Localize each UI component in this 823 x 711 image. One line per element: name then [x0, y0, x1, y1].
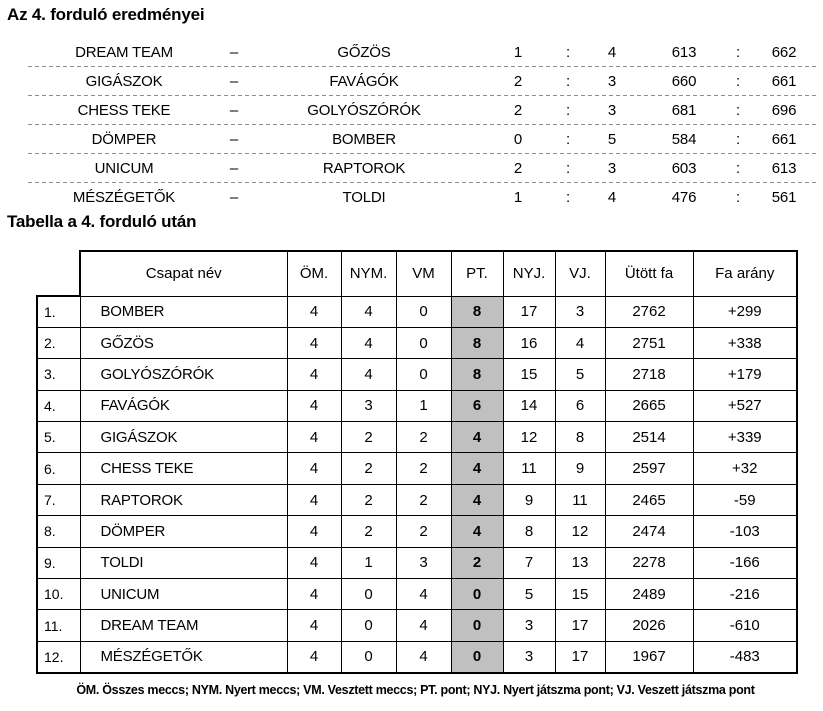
results-title: Az 4. forduló eredményei [7, 5, 205, 24]
home-team: MÉSZÉGETŐK [72, 189, 176, 206]
rank-cell: 6. [37, 453, 80, 484]
away-pins: 561 [771, 189, 797, 206]
separator-dash: – [229, 131, 239, 148]
rank-cell: 8. [37, 516, 80, 547]
header-vj: VJ. [555, 251, 605, 296]
nym-cell: 4 [341, 327, 396, 358]
match-row [28, 38, 816, 67]
pt-cell: 2 [451, 547, 503, 578]
away-team: GŐZÖS [337, 44, 391, 61]
pins-cell: 2465 [605, 484, 693, 515]
vj-cell: 17 [555, 610, 605, 641]
vm-cell: 0 [396, 296, 451, 327]
vm-cell: 3 [396, 547, 451, 578]
header-row [37, 251, 797, 296]
pt-cell: 4 [451, 422, 503, 453]
ratio-cell: -103 [693, 516, 797, 547]
pt-cell: 4 [451, 453, 503, 484]
vm-cell: 1 [396, 390, 451, 421]
team-cell: DREAM TEAM [80, 610, 287, 641]
rank-cell: 3. [37, 359, 80, 390]
match-row [28, 96, 816, 125]
away-team: FAVÁGÓK [329, 73, 399, 90]
vm-cell: 4 [396, 579, 451, 610]
away-pins: 696 [771, 102, 797, 119]
team-cell: UNICUM [80, 579, 287, 610]
separator-dash: – [229, 189, 239, 206]
pins-colon: : [736, 189, 740, 206]
nyj-cell: 11 [503, 453, 555, 484]
away-sets: 5 [607, 131, 617, 148]
om-cell: 4 [287, 579, 341, 610]
pins-cell: 2751 [605, 327, 693, 358]
rank-cell: 1. [37, 296, 80, 327]
ratio-cell: -483 [693, 641, 797, 672]
separator-dash: – [229, 73, 239, 90]
table-row [37, 516, 797, 547]
rank-cell: 10. [37, 579, 80, 610]
om-cell: 4 [287, 610, 341, 641]
table-row [37, 327, 797, 358]
away-sets: 3 [607, 73, 617, 90]
nym-cell: 4 [341, 296, 396, 327]
away-team: GOLYÓSZÓRÓK [307, 102, 421, 119]
ratio-cell: -216 [693, 579, 797, 610]
match-row [28, 67, 816, 96]
nyj-cell: 15 [503, 359, 555, 390]
home-sets: 2 [513, 102, 523, 119]
vm-cell: 2 [396, 453, 451, 484]
nym-cell: 1 [341, 547, 396, 578]
away-sets: 4 [607, 189, 617, 206]
team-cell: BOMBER [80, 296, 287, 327]
pt-cell: 6 [451, 390, 503, 421]
ratio-cell: +338 [693, 327, 797, 358]
pins-cell: 2474 [605, 516, 693, 547]
table-row [37, 641, 797, 672]
separator-dash: – [229, 102, 239, 119]
separator-dash: – [229, 44, 239, 61]
rank-cell: 11. [37, 610, 80, 641]
pins-colon: : [736, 73, 740, 90]
team-cell: MÉSZÉGETŐK [80, 641, 287, 672]
team-cell: FAVÁGÓK [80, 390, 287, 421]
away-team: BOMBER [332, 131, 396, 148]
ratio-cell: +299 [693, 296, 797, 327]
away-pins: 613 [771, 160, 797, 177]
home-team: UNICUM [94, 160, 154, 177]
vm-cell: 2 [396, 422, 451, 453]
score-colon: : [566, 73, 570, 90]
vj-cell: 4 [555, 327, 605, 358]
header-om: ÖM. [287, 251, 341, 296]
vj-cell: 13 [555, 547, 605, 578]
column-legend: ÖM. Összes meccs; NYM. Nyert meccs; VM. Vesztett meccs; PT. pont; NYJ. Nyert játszma pont; VJ. Veszett játszma pont [76, 683, 755, 697]
om-cell: 4 [287, 327, 341, 358]
vm-cell: 4 [396, 610, 451, 641]
nyj-cell: 8 [503, 516, 555, 547]
away-team: TOLDI [342, 189, 386, 206]
home-sets: 2 [513, 73, 523, 90]
score-colon: : [566, 131, 570, 148]
vj-cell: 6 [555, 390, 605, 421]
home-team: DÖMPER [91, 131, 157, 148]
ratio-cell: -166 [693, 547, 797, 578]
team-cell: RAPTOROK [80, 484, 287, 515]
separator-dash: – [229, 160, 239, 177]
score-colon: : [566, 102, 570, 119]
pins-cell: 1967 [605, 641, 693, 672]
match-row [28, 183, 816, 212]
team-cell: GOLYÓSZÓRÓK [80, 359, 287, 390]
rank-cell: 5. [37, 422, 80, 453]
pins-colon: : [736, 102, 740, 119]
vj-cell: 12 [555, 516, 605, 547]
nym-cell: 0 [341, 641, 396, 672]
team-cell: GIGÁSZOK [80, 422, 287, 453]
nyj-cell: 5 [503, 579, 555, 610]
nym-cell: 4 [341, 359, 396, 390]
away-pins: 662 [771, 44, 797, 61]
table-row [37, 547, 797, 578]
team-cell: DÖMPER [80, 516, 287, 547]
table-row [37, 296, 797, 327]
header-nym: NYM. [341, 251, 396, 296]
vm-cell: 0 [396, 327, 451, 358]
home-sets: 0 [513, 131, 523, 148]
ratio-cell: +179 [693, 359, 797, 390]
standings-table [36, 250, 798, 674]
header-nyj: NYJ. [503, 251, 555, 296]
pins-cell: 2026 [605, 610, 693, 641]
nyj-cell: 9 [503, 484, 555, 515]
nym-cell: 3 [341, 390, 396, 421]
ratio-cell: -59 [693, 484, 797, 515]
om-cell: 4 [287, 516, 341, 547]
nym-cell: 2 [341, 484, 396, 515]
score-colon: : [566, 189, 570, 206]
away-team: RAPTOROK [322, 160, 406, 177]
standings-title: Tabella a 4. forduló után [7, 212, 197, 231]
vm-cell: 4 [396, 641, 451, 672]
away-pins: 661 [771, 73, 797, 90]
rank-cell: 9. [37, 547, 80, 578]
match-row [28, 125, 816, 154]
table-row [37, 390, 797, 421]
home-sets: 1 [513, 44, 523, 61]
team-cell: GŐZÖS [80, 327, 287, 358]
away-pins: 661 [771, 131, 797, 148]
om-cell: 4 [287, 422, 341, 453]
vm-cell: 0 [396, 359, 451, 390]
pins-cell: 2278 [605, 547, 693, 578]
rank-cell: 7. [37, 484, 80, 515]
pins-cell: 2665 [605, 390, 693, 421]
pt-cell: 0 [451, 579, 503, 610]
vj-cell: 9 [555, 453, 605, 484]
rank-cell: 2. [37, 327, 80, 358]
pt-cell: 0 [451, 641, 503, 672]
nym-cell: 2 [341, 422, 396, 453]
rank-cell: 4. [37, 390, 80, 421]
home-team: DREAM TEAM [75, 44, 173, 61]
score-colon: : [566, 44, 570, 61]
table-row [37, 453, 797, 484]
home-pins: 584 [671, 131, 697, 148]
pt-cell: 8 [451, 359, 503, 390]
nyj-cell: 14 [503, 390, 555, 421]
home-team: CHESS TEKE [77, 102, 171, 119]
home-team: GIGÁSZOK [85, 73, 163, 90]
nym-cell: 0 [341, 610, 396, 641]
vj-cell: 15 [555, 579, 605, 610]
pt-cell: 8 [451, 327, 503, 358]
om-cell: 4 [287, 390, 341, 421]
vj-cell: 17 [555, 641, 605, 672]
team-cell: TOLDI [80, 547, 287, 578]
nym-cell: 2 [341, 453, 396, 484]
pins-cell: 2489 [605, 579, 693, 610]
match-row [28, 154, 816, 183]
om-cell: 4 [287, 453, 341, 484]
nym-cell: 2 [341, 516, 396, 547]
home-sets: 2 [513, 160, 523, 177]
home-pins: 476 [671, 189, 697, 206]
table-row [37, 484, 797, 515]
nyj-cell: 16 [503, 327, 555, 358]
ratio-cell: +339 [693, 422, 797, 453]
vm-cell: 2 [396, 484, 451, 515]
table-row [37, 610, 797, 641]
home-pins: 603 [671, 160, 697, 177]
vm-cell: 2 [396, 516, 451, 547]
pins-cell: 2514 [605, 422, 693, 453]
om-cell: 4 [287, 359, 341, 390]
pins-cell: 2762 [605, 296, 693, 327]
score-colon: : [566, 160, 570, 177]
pt-cell: 8 [451, 296, 503, 327]
home-pins: 681 [671, 102, 697, 119]
rank-cell: 12. [37, 641, 80, 672]
nyj-cell: 3 [503, 610, 555, 641]
pins-cell: 2718 [605, 359, 693, 390]
om-cell: 4 [287, 484, 341, 515]
vj-cell: 3 [555, 296, 605, 327]
header-pins: Ütött fa [605, 251, 693, 296]
om-cell: 4 [287, 296, 341, 327]
results-list [28, 38, 816, 212]
om-cell: 4 [287, 641, 341, 672]
ratio-cell: -610 [693, 610, 797, 641]
pt-cell: 0 [451, 610, 503, 641]
nyj-cell: 3 [503, 641, 555, 672]
vj-cell: 11 [555, 484, 605, 515]
pt-cell: 4 [451, 516, 503, 547]
team-cell: CHESS TEKE [80, 453, 287, 484]
home-pins: 613 [671, 44, 697, 61]
vj-cell: 5 [555, 359, 605, 390]
header-ratio: Fa arány [693, 251, 797, 296]
header-vm: VM [396, 251, 451, 296]
pins-cell: 2597 [605, 453, 693, 484]
nyj-cell: 17 [503, 296, 555, 327]
header-pt: PT. [451, 251, 503, 296]
pins-colon: : [736, 44, 740, 61]
pins-colon: : [736, 160, 740, 177]
pins-colon: : [736, 131, 740, 148]
om-cell: 4 [287, 547, 341, 578]
nyj-cell: 12 [503, 422, 555, 453]
nyj-cell: 7 [503, 547, 555, 578]
pt-cell: 4 [451, 484, 503, 515]
rank-header-cell [37, 251, 80, 296]
table-row [37, 359, 797, 390]
vj-cell: 8 [555, 422, 605, 453]
away-sets: 4 [607, 44, 617, 61]
header-team: Csapat név [80, 251, 287, 296]
away-sets: 3 [607, 102, 617, 119]
ratio-cell: +527 [693, 390, 797, 421]
nym-cell: 0 [341, 579, 396, 610]
table-row [37, 579, 797, 610]
home-pins: 660 [671, 73, 697, 90]
home-sets: 1 [513, 189, 523, 206]
away-sets: 3 [607, 160, 617, 177]
table-row [37, 422, 797, 453]
ratio-cell: +32 [693, 453, 797, 484]
